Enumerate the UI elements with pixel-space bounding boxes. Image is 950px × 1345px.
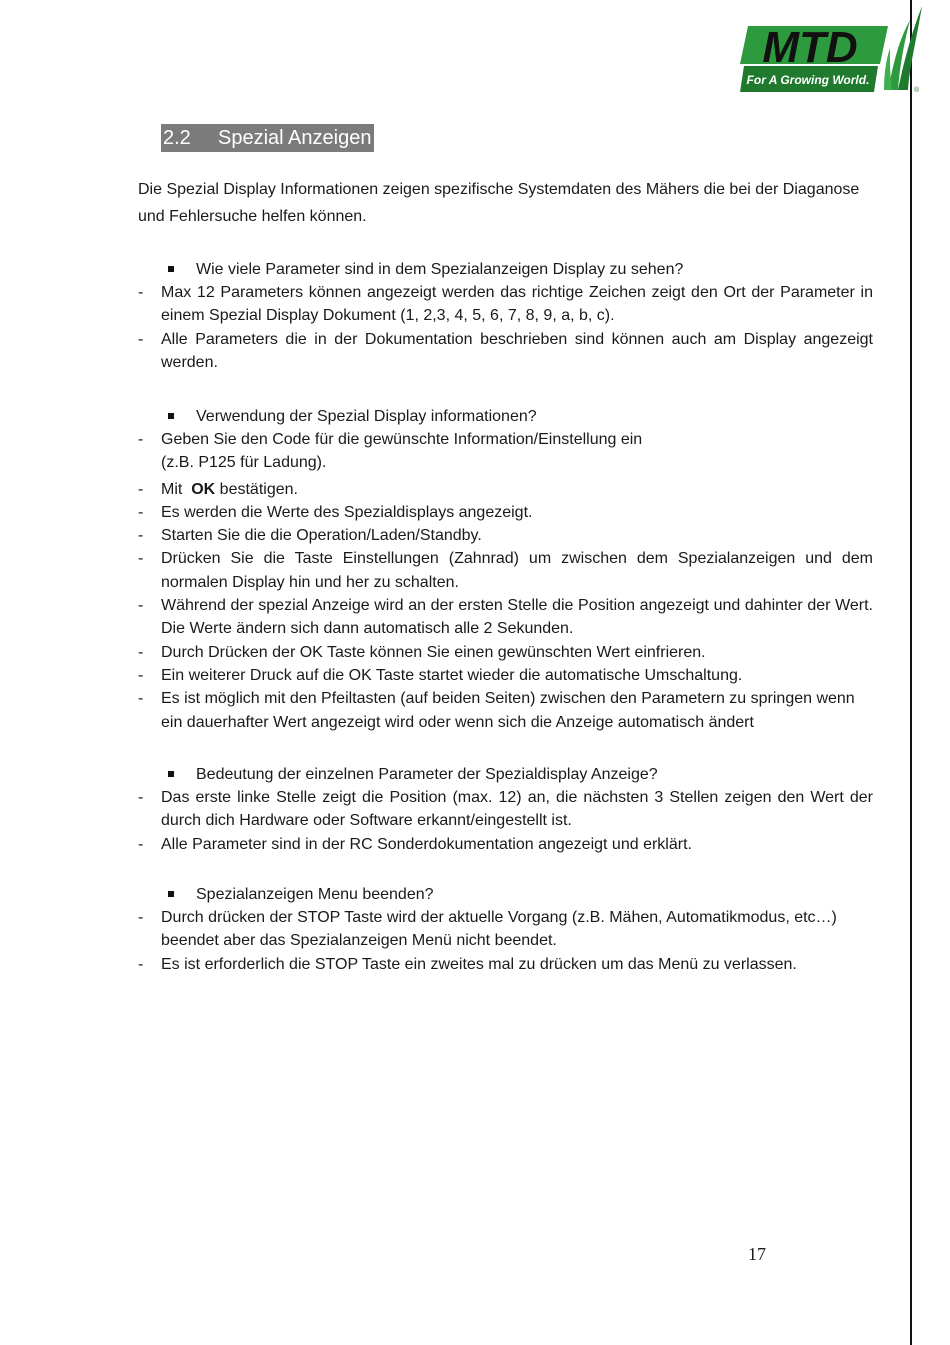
list-item: - Das erste linke Stelle zeigt die Position (max. 12) an, die nächsten 3 Stellen zeigen den Wert der durch dich Hardware oder Software erkannt/eingestellt ist. <box>138 789 873 830</box>
list-item: - Es ist erforderlich die STOP Taste ein zweites mal zu drücken um das Menü zu verlassen. <box>138 955 797 973</box>
question-heading: Bedeutung der einzelnen Parameter der Spezialdisplay Anzeige? <box>138 763 873 786</box>
question-heading: Wie viele Parameter sind in dem Spezialanzeigen Display zu sehen? <box>138 258 873 281</box>
list-item: - Es ist möglich mit den Pfeiltasten (auf beiden Seiten) zwischen den Parametern zu springen wenn ein dauerhafter Wert angezeigt wird oder wenn sich die Anzeige automatisch ändert <box>138 690 855 731</box>
page-margin-rule <box>910 0 912 1345</box>
section-heading <box>161 124 374 152</box>
list-item: - Mit OK bestätigen. <box>138 480 298 498</box>
svg-text:For A Growing World.: For A Growing World. <box>746 73 870 87</box>
heading-title: Spezial Anzeigen <box>218 127 372 149</box>
section-parameter-meaning <box>138 763 873 856</box>
bullet-square-icon <box>168 266 174 272</box>
section-parameter-count <box>138 258 873 374</box>
list-item: - Ein weiterer Druck auf die OK Taste startet wieder die automatische Umschaltung. <box>138 666 743 684</box>
heading-number: 2.2 <box>163 127 191 149</box>
list-item: - Drücken Sie die Taste Einstellungen (Zahnrad) um zwischen dem Spezialanzeigen und dem normalen Display hin und her zu schalten. <box>138 550 873 591</box>
bullet-square-icon <box>168 413 174 419</box>
question-heading: Verwendung der Spezial Display informationen? <box>138 405 873 428</box>
bullet-square-icon <box>168 771 174 777</box>
ok-key-label: OK <box>191 480 216 498</box>
list-item: - Während der spezial Anzeige wird an der ersten Stelle die Position angezeigt und dahinter der Wert. Die Werte ändern sich dann automatisch alle 2 Sekunden. <box>138 597 873 638</box>
list-item: - Alle Parameters die in der Dokumentation beschrieben sind können auch am Display angezeigt werden. <box>138 330 873 371</box>
section-usage <box>138 405 873 734</box>
page-number: 17 <box>748 1244 766 1264</box>
svg-text:MTD: MTD <box>762 23 858 72</box>
list-item: - Alle Parameter sind in der RC Sonderdokumentation angezeigt und erklärt. <box>138 835 692 853</box>
svg-text:®: ® <box>914 87 920 94</box>
intro-paragraph: Die Spezial Display Informationen zeigen spezifische Systemdaten des Mähers die bei der Diaganose und Fehlersuche helfen können. <box>138 181 860 225</box>
list-item: - Es werden die Werte des Spezialdisplays angezeigt. <box>138 503 533 521</box>
list-item: - Durch drücken der STOP Taste wird der aktuelle Vorgang (z.B. Mähen, Automatikmodus, etc…) beendet aber das Spezialanzeigen Menü nicht beendet. <box>138 909 837 950</box>
list-item: - Max 12 Parameters können angezeigt werden das richtige Zeichen zeigt den Ort der Parameter in einem Spezial Display Dokument (1, 2,3, 4, 5, 6, 7, 8, 9, a, b, c). <box>138 284 873 325</box>
section-exit-menu <box>138 883 873 976</box>
list-item: - Geben Sie den Code für die gewünschte Information/Einstellung ein (z.B. P125 für Ladung). <box>138 431 643 472</box>
list-item: - Starten Sie die die Operation/Laden/Standby. <box>138 527 482 545</box>
mtd-logo <box>738 2 928 94</box>
list-item: - Durch Drücken der OK Taste können Sie einen gewünschten Wert einfrieren. <box>138 643 706 661</box>
bullet-square-icon <box>168 891 174 897</box>
question-heading: Spezialanzeigen Menu beenden? <box>138 883 873 906</box>
